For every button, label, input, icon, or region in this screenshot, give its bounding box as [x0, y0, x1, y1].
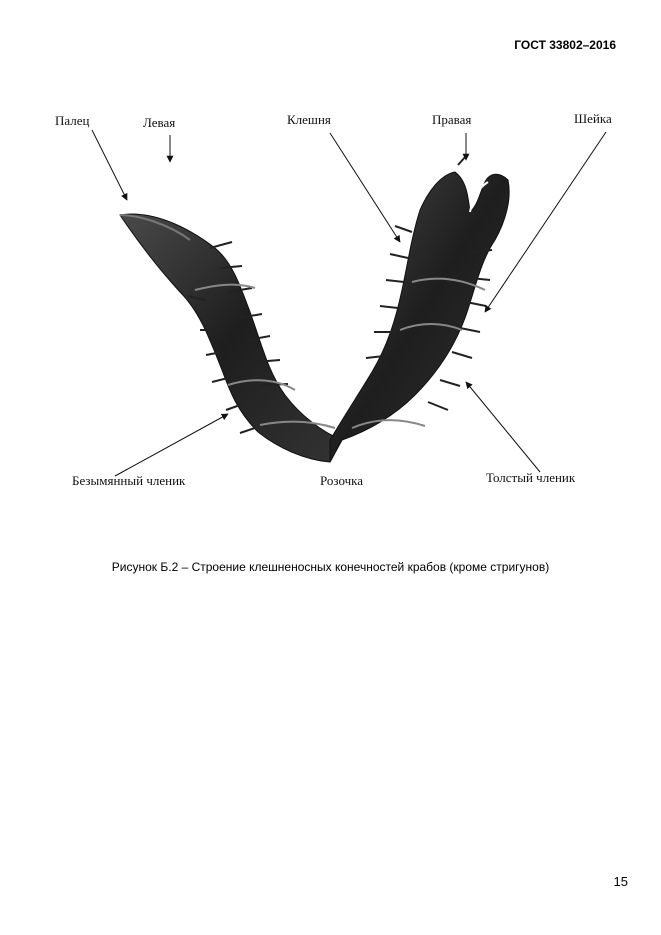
page-number: 15: [613, 874, 628, 889]
figure-caption: Рисунок Б.2 – Строение клешненосных конечностей крабов (кроме стригунов): [111, 560, 550, 574]
label-rosette: Розочка: [320, 473, 364, 488]
label-neck: Шейка: [574, 111, 612, 126]
crab-claw-figure: [0, 100, 661, 500]
label-unnamed-segment: Безымянный членик: [72, 473, 186, 488]
label-left: Левая: [143, 115, 176, 130]
left-limb: [120, 214, 342, 462]
document-code: ГОСТ 33802–2016: [514, 38, 616, 52]
label-right: Правая: [432, 112, 472, 127]
right-limb: [330, 156, 509, 462]
label-thick-segment: Толстый членик: [486, 470, 576, 485]
label-finger: Палец: [55, 113, 90, 128]
label-claw: Клешня: [287, 112, 331, 127]
crab-claws-illustration: [0, 100, 661, 500]
